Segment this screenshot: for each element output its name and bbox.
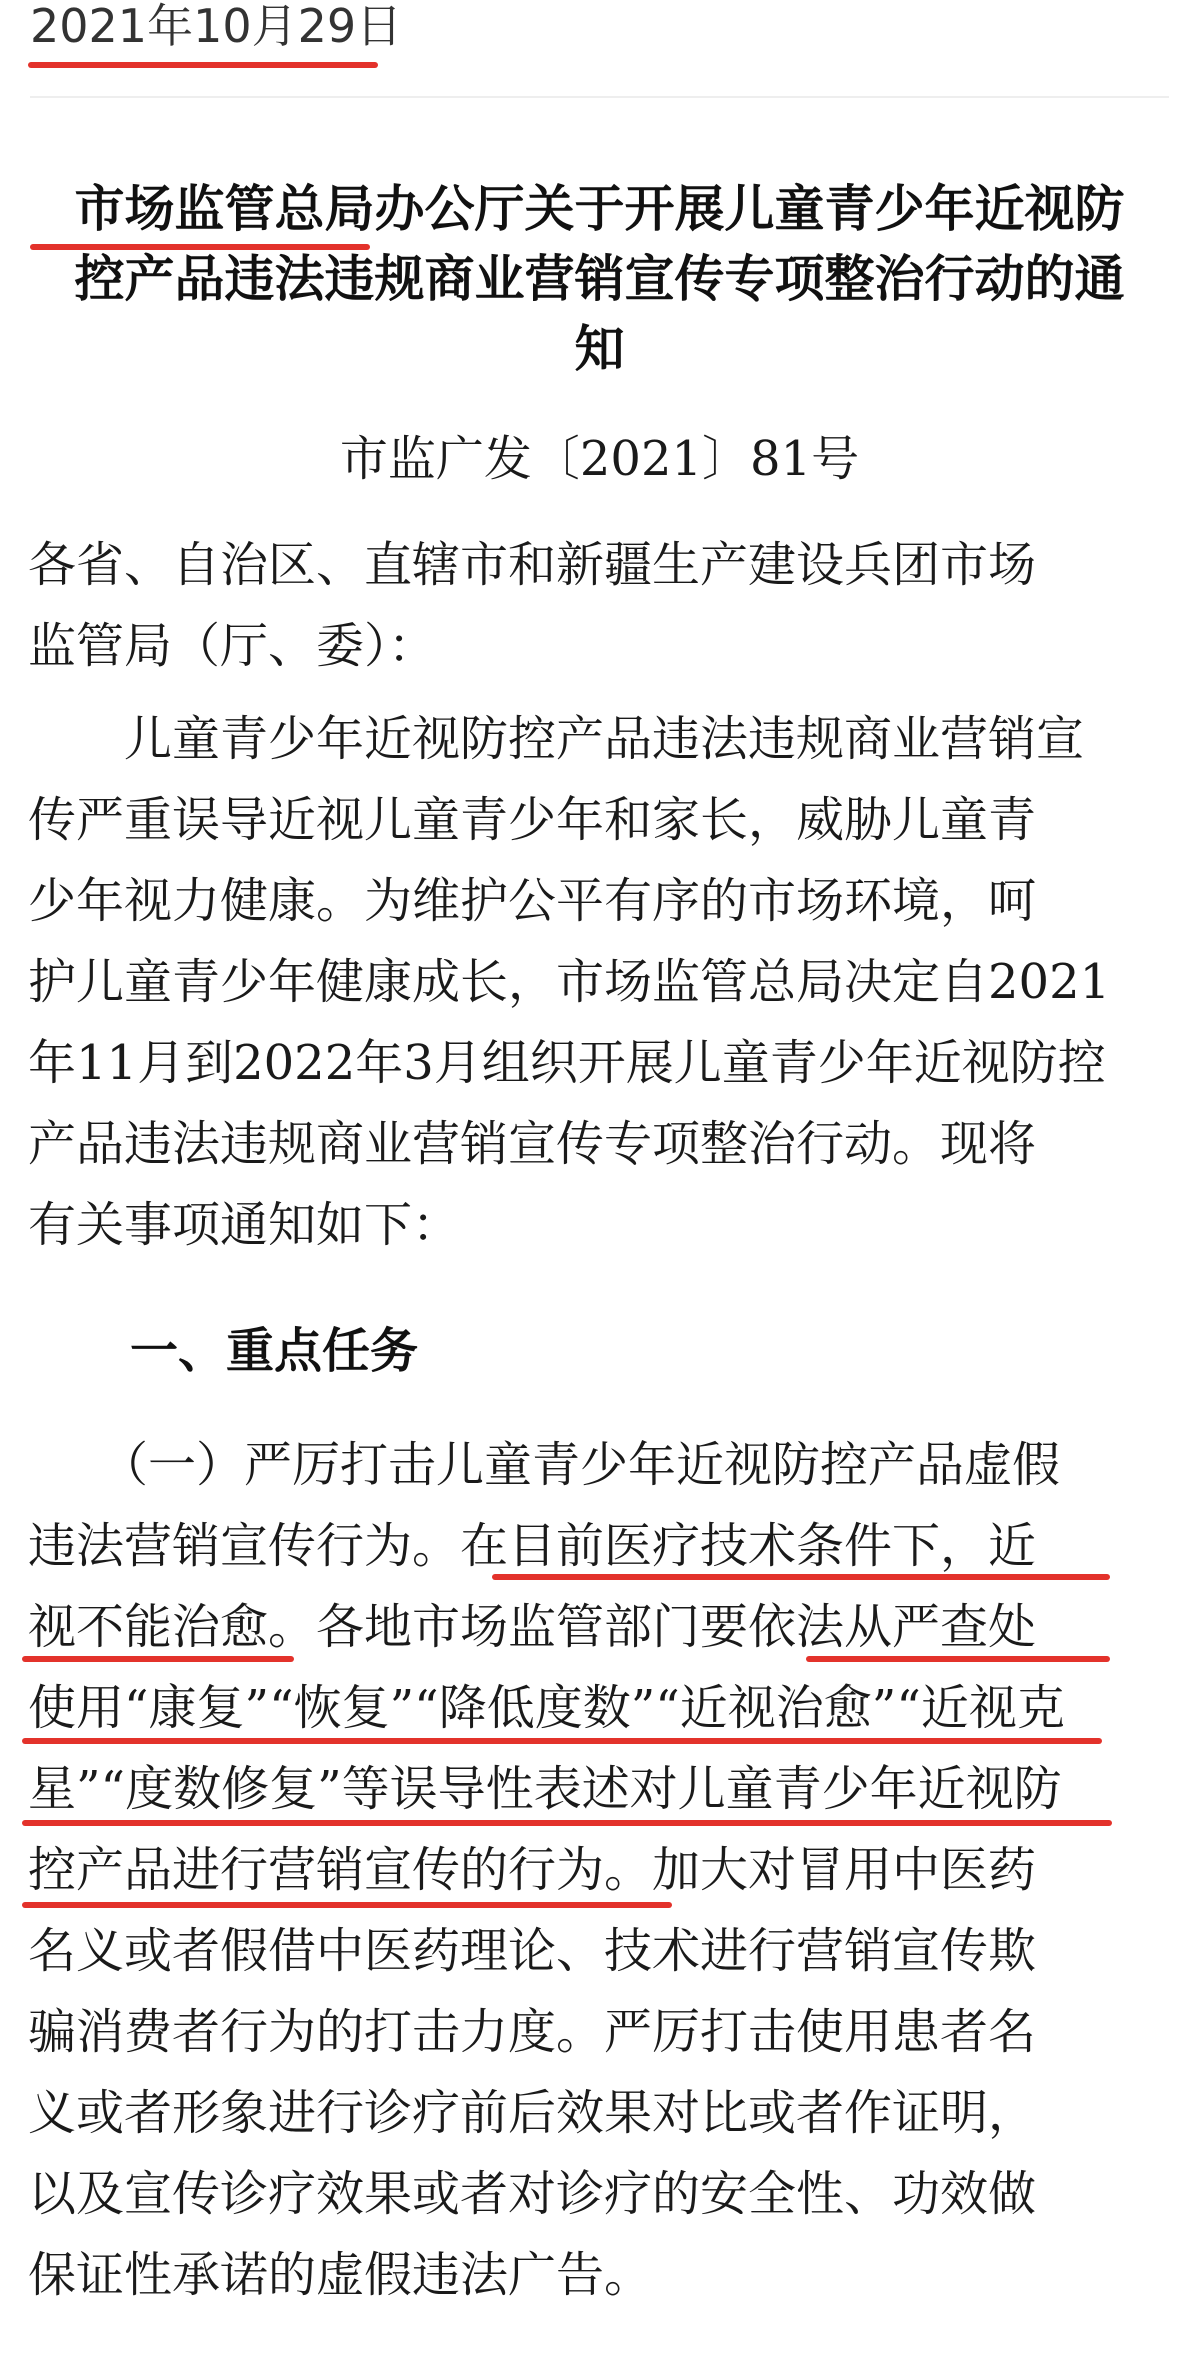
notice-title (30, 174, 1169, 384)
paragraph-line: 儿童青少年近视防控产品违法违规商业营销宣 (28, 711, 1085, 767)
header-divider (30, 96, 1169, 98)
title-line: 市场监管总局办公厅关于开展儿童青少年近视防 (74, 180, 1125, 238)
task-paragraph (28, 1425, 1178, 2316)
addressee-line: 监管局（厅、委）： (28, 618, 437, 674)
highlight-underline (22, 1656, 294, 1662)
publish-date: 2021年10月29日 (30, 0, 403, 53)
paragraph-line: 视不能治愈。各地市场监管部门要依法从严查处 (28, 1599, 1037, 1655)
paragraph-line: 年11月到2022年3月组织开展儿童青少年近视防控 (28, 1035, 1106, 1091)
paragraph-line: 传严重误导近视儿童青少年和家长，威胁儿童青 (28, 792, 1037, 848)
section-heading: 一、重点任务 (130, 1323, 419, 1379)
highlight-underline (22, 1738, 1102, 1744)
document-number: 市监广发〔2021〕81号 (339, 431, 860, 487)
addressee-line: 各省、自治区、直辖市和新疆生产建设兵团市场 (28, 537, 1037, 593)
title-line: 控产品违法违规商业营销宣传专项整治行动的通 (74, 250, 1125, 308)
date-underline (28, 62, 378, 68)
paragraph-line: 违法营销宣传行为。在目前医疗技术条件下，近 (28, 1518, 1037, 1574)
paragraph-line: 控产品进行营销宣传的行为。加大对冒用中医药 (28, 1842, 1037, 1898)
paragraph-line: 产品违法违规商业营销宣传专项整治行动。现将 (28, 1116, 1037, 1172)
highlight-underline (492, 1574, 1110, 1580)
highlight-underline (22, 1820, 1112, 1826)
paragraph-line: 星”“度数修复”等误导性表述对儿童青少年近视防 (28, 1761, 1062, 1817)
title-underline (30, 244, 370, 250)
paragraph-line: 保证性承诺的虚假违法广告。 (28, 2247, 653, 2303)
title-line: 知 (574, 320, 625, 378)
paragraph-line: 有关事项通知如下： (28, 1197, 461, 1253)
paragraph-line: 骗消费者行为的打击力度。严厉打击使用患者名 (28, 2004, 1037, 2060)
paragraph-line: 少年视力健康。为维护公平有序的市场环境，呵 (28, 873, 1037, 929)
paragraph-line: 名义或者假借中医药理论、技术进行营销宣传欺 (28, 1923, 1037, 1979)
highlight-underline (806, 1656, 1110, 1662)
paragraph-line: 护儿童青少年健康成长，市场监管总局决定自2021 (28, 954, 1111, 1010)
paragraph-line: 以及宣传诊疗效果或者对诊疗的安全性、功效做 (28, 2166, 1037, 2222)
paragraph-line: （一）严厉打击儿童青少年近视防控产品虚假 (28, 1437, 1061, 1493)
addressee (28, 525, 1178, 687)
paragraph-line: 使用“康复”“恢复”“降低度数”“近视治愈”“近视克 (28, 1680, 1065, 1736)
paragraph-line: 义或者形象进行诊疗前后效果对比或者作证明， (28, 2085, 1037, 2141)
highlight-underline (22, 1902, 672, 1908)
intro-paragraph (28, 699, 1178, 1266)
